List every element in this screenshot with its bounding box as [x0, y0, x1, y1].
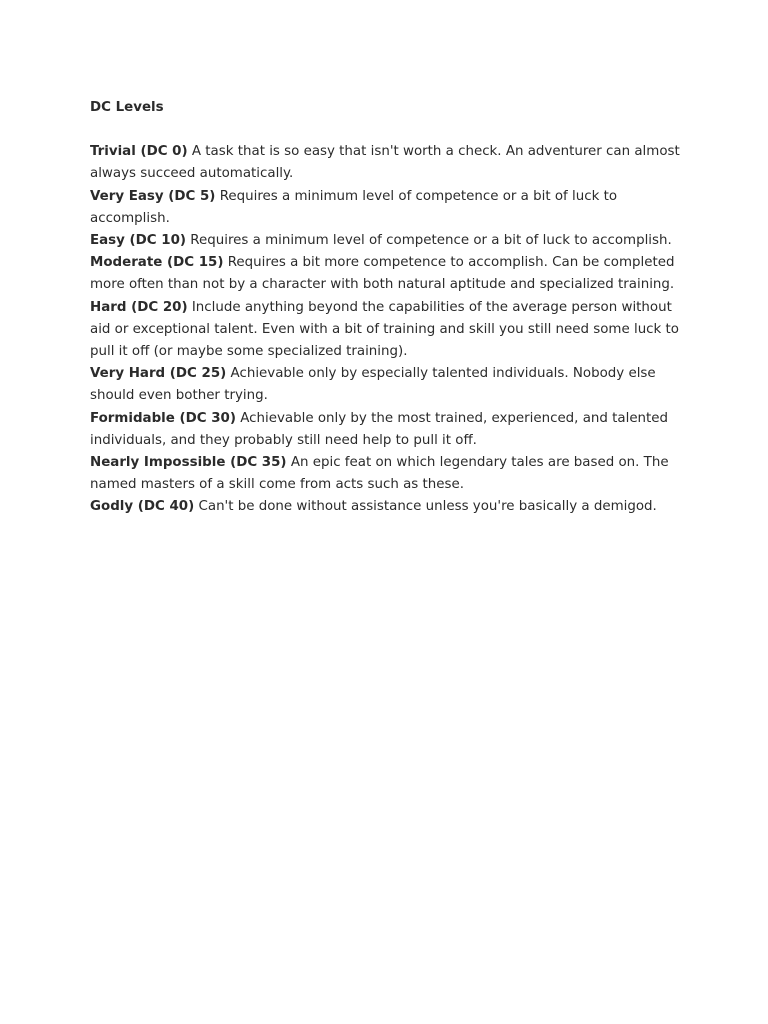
document-heading: DC Levels	[90, 100, 164, 115]
dc-term: Trivial (DC 0)	[90, 144, 188, 160]
dc-entry-very-easy	[90, 186, 680, 230]
dc-entry-nearly-impossible	[90, 452, 680, 496]
dc-description: Requires a bit more competence to accomplish. Can be completed more often than not by a character with both natural aptitude and specialized training.	[90, 255, 675, 293]
dc-term: Very Easy (DC 5)	[90, 188, 216, 204]
dc-entry-formidable	[90, 408, 680, 452]
dc-description: Achievable only by the most trained, experienced, and talented individuals, and they probably still need help to pull it off.	[90, 410, 669, 448]
dc-term: Godly (DC 40)	[90, 499, 195, 515]
dc-description: Requires a minimum level of competence or a bit of luck to accomplish.	[90, 188, 618, 226]
dc-entry-very-hard	[90, 363, 680, 407]
dc-description: Achievable only by especially talented individuals. Nobody else should even bother trying.	[90, 366, 656, 404]
dc-term: Moderate (DC 15)	[90, 255, 224, 271]
dc-term: Hard (DC 20)	[90, 299, 188, 315]
dc-entry-godly	[90, 496, 680, 518]
dc-description: Include anything beyond the capabilities of the average person without aid or exceptional talent. Even with a bit of training and skill you still need some luck to pull it off (or maybe some specialized training).	[90, 299, 679, 360]
dc-term: Nearly Impossible (DC 35)	[90, 455, 287, 471]
dc-term: Very Hard (DC 25)	[90, 366, 227, 382]
dc-description: An epic feat on which legendary tales are based on. The named masters of a skill come from acts such as these.	[90, 455, 669, 493]
dc-entry-easy	[90, 230, 680, 252]
dc-entry-hard	[90, 297, 680, 364]
document-body	[90, 97, 680, 519]
dc-term: Easy (DC 10)	[90, 233, 187, 249]
dc-description: Requires a minimum level of competence or a bit of luck to accomplish.	[190, 233, 672, 249]
dc-description: Can't be done without assistance unless you're basically a demigod.	[198, 499, 657, 515]
dc-entry-trivial	[90, 141, 680, 185]
dc-entry-moderate	[90, 252, 680, 296]
dc-term: Formidable (DC 30)	[90, 410, 236, 426]
dc-description: A task that is so easy that isn't worth a check. An adventurer can almost always succeed automatically.	[90, 144, 680, 182]
